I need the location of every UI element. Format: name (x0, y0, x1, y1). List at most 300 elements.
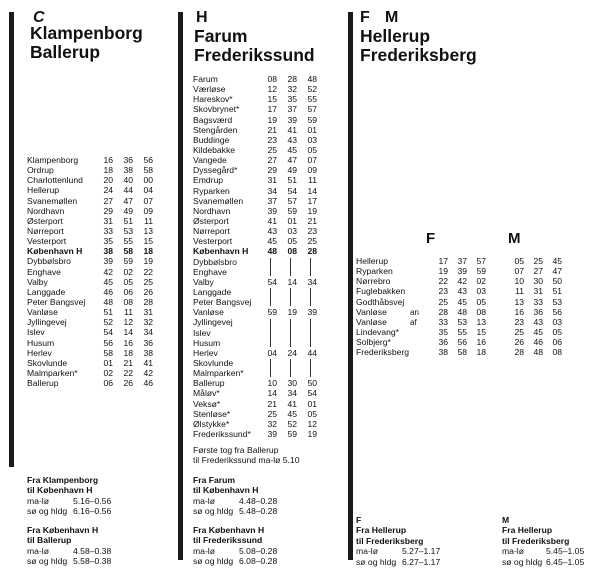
left-timetable-departure-time: 55 (123, 236, 133, 247)
left-timetable-row (27, 155, 177, 165)
middle-timetable-departure-time: 45 (287, 144, 297, 155)
middle-timetable-row (193, 317, 343, 327)
middle-timetable-station-name: Herlev (193, 347, 218, 358)
right-timetable-m-time: 26 (514, 337, 524, 348)
middle-timetable-station-name: Islev (193, 327, 211, 338)
right-timetable-f-time: 25 (438, 296, 448, 307)
left-timetable-departure-time: 47 (123, 195, 133, 206)
left-timetable-departure-time: 48 (103, 296, 113, 307)
middle-timetable-departure-time: 07 (307, 155, 317, 166)
left-timetable-departure-time: 06 (103, 378, 113, 389)
right-info-f-title-2: til Frederiksberg (356, 535, 424, 546)
middle-column-bar (178, 12, 183, 560)
middle-timetable-row (193, 135, 343, 145)
middle-timetable-departure-time: 45 (267, 236, 277, 247)
middle-timetable-row (193, 429, 343, 439)
left-timetable-departure-time: 52 (103, 317, 113, 328)
right-timetable-f-time: 22 (438, 276, 448, 287)
middle-timetable-row (193, 358, 343, 368)
left-timetable-departure-time: 13 (143, 225, 153, 236)
right-info-f-row-1-label: ma-lø (356, 546, 378, 557)
middle-timetable-row (193, 267, 343, 277)
right-timetable-f-time: 39 (457, 266, 467, 277)
right-timetable-station-name: Lindevang* (356, 326, 400, 337)
middle-timetable-departure-time: 19 (307, 205, 317, 216)
middle-timetable-departure-time: 34 (307, 276, 317, 287)
middle-timetable-row (193, 378, 343, 388)
left-timetable-station-name: Hellerup (27, 185, 60, 196)
middle-timetable-station-name: Vesterport (193, 236, 233, 247)
middle-timetable-station-name: Måløv* (193, 388, 220, 399)
right-info-m-row-1-value: 5.45–1.05 (546, 546, 585, 557)
middle-timetable-departure-time: 21 (307, 215, 317, 226)
right-timetable-m-time: 03 (552, 316, 562, 327)
middle-timetable-departure-time: 50 (307, 378, 317, 389)
left-timetable-row (27, 327, 177, 337)
left-timetable-departure-time: 16 (103, 155, 113, 165)
left-timetable-station-name: Jyllingevej (27, 317, 67, 328)
left-timetable-station-name: Klampenborg (27, 155, 79, 165)
middle-timetable-departure-time: 12 (307, 418, 317, 429)
left-timetable-station-name: Charlottenlund (27, 175, 83, 186)
middle-timetable-departure-time: 25 (267, 144, 277, 155)
middle-timetable-row (193, 409, 343, 419)
middle-timetable-station-name: Jyllingevej (193, 317, 233, 328)
right-timetable-f-time: 23 (438, 286, 448, 297)
middle-info-1-row-1-label: ma-lø (193, 495, 215, 506)
left-title-2: Ballerup (30, 42, 101, 62)
middle-info-2-row-2-value: 6.08–0.28 (239, 556, 278, 567)
middle-timetable-departure-time: 28 (287, 74, 297, 84)
left-timetable-row (27, 165, 177, 175)
middle-timetable-pass-line (310, 319, 311, 347)
right-timetable-f-time: 03 (476, 286, 486, 297)
middle-timetable-row (193, 226, 343, 236)
right-timetable-row (356, 266, 596, 276)
middle-timetable-departure-time: 59 (307, 114, 317, 125)
middle-timetable-pass-line (310, 359, 311, 377)
left-timetable-departure-time: 38 (103, 246, 113, 257)
left-timetable-station-name: Vanløse (27, 307, 58, 318)
middle-timetable-row (193, 74, 343, 84)
middle-timetable-pass-line (290, 359, 291, 377)
right-info-f-row-2-value: 6.27–1.17 (402, 556, 441, 567)
right-timetable-row (356, 317, 596, 327)
left-info-2-row-2-value: 5.58–0.38 (73, 556, 112, 567)
right-title-2: Frederiksberg (360, 45, 477, 65)
middle-info-1-title-2: til København H (193, 485, 259, 496)
middle-info-1-row-2-value: 5.48–0.28 (239, 506, 278, 517)
middle-timetable-departure-time: 01 (307, 124, 317, 135)
right-timetable-m-time: 36 (533, 306, 543, 317)
middle-timetable-departure-time: 28 (307, 246, 317, 257)
right-timetable-f-time: 43 (457, 286, 467, 297)
middle-timetable-row (193, 196, 343, 206)
left-timetable-departure-time: 58 (103, 347, 113, 358)
left-timetable-departure-time: 56 (103, 337, 113, 348)
middle-timetable-station-name: Peter Bangsvej (193, 297, 252, 308)
left-timetable-departure-time: 41 (143, 357, 153, 368)
left-timetable-departure-time: 36 (143, 337, 153, 348)
left-column-bar (9, 12, 14, 467)
middle-timetable-station-name: Værløse (193, 84, 226, 95)
middle-timetable-pass-line (270, 319, 271, 347)
right-timetable-f-time: 42 (457, 276, 467, 287)
middle-timetable-station-name: Kildebakke (193, 144, 236, 155)
left-timetable-departure-time: 08 (123, 296, 133, 307)
right-timetable-m-time: 16 (514, 306, 524, 317)
right-info-m (502, 515, 584, 567)
left-timetable-departure-time: 12 (123, 317, 133, 328)
middle-timetable-station-name: Veksø* (193, 398, 221, 409)
left-timetable-row (27, 216, 177, 226)
middle-info-2 (193, 525, 277, 567)
right-timetable-f-time: 36 (438, 337, 448, 348)
middle-timetable-station-name: Skovbrynet* (193, 104, 240, 115)
left-timetable-station-name: Østerport (27, 215, 63, 226)
middle-title-2: Frederikssund (194, 45, 315, 65)
left-line-letter: C (33, 9, 45, 26)
left-timetable-departure-time: 01 (103, 357, 113, 368)
right-timetable-f-time: 02 (476, 276, 486, 287)
middle-timetable-row (193, 155, 343, 165)
middle-title-1: Farum (194, 26, 248, 46)
right-timetable-f-time: 57 (476, 256, 486, 266)
right-timetable-m-time: 50 (552, 276, 562, 287)
middle-timetable-row (193, 236, 343, 246)
right-title-1: Hellerup (360, 26, 431, 46)
middle-note (193, 445, 300, 466)
middle-timetable-pass-line (270, 359, 271, 377)
right-line-letter-m: M (385, 9, 399, 26)
middle-timetable-station-name: København H (193, 246, 249, 257)
left-timetable-departure-time: 42 (143, 367, 153, 378)
middle-timetable-departure-time: 05 (307, 144, 317, 155)
right-timetable-m-time: 46 (533, 337, 543, 348)
middle-info-2-title-1: Fra København H (193, 525, 265, 535)
middle-timetable-row (193, 165, 343, 175)
right-timetable-station-name: Fuglebakken (356, 286, 406, 297)
middle-timetable-departure-time: 25 (307, 236, 317, 247)
right-column-bar (348, 12, 353, 560)
right-col-head-f: F (426, 230, 436, 247)
middle-timetable-station-name: Ryparken (193, 185, 230, 196)
left-timetable-row (27, 358, 177, 368)
middle-timetable-departure-time: 59 (287, 428, 297, 439)
middle-timetable-departure-time: 31 (267, 175, 277, 186)
right-info-f-letter: F (356, 515, 362, 525)
right-timetable-m-time: 43 (533, 316, 543, 327)
right-timetable-f-time: 37 (457, 256, 467, 266)
middle-timetable-departure-time: 01 (307, 398, 317, 409)
left-timetable-departure-time: 54 (103, 327, 113, 338)
middle-timetable-station-name: Bagsværd (193, 114, 233, 125)
middle-note-line-2: til Frederikssund ma-lø 5.10 (193, 455, 300, 466)
middle-info-2-row-2-label: sø og hldg (193, 556, 234, 567)
right-timetable-m-time: 13 (514, 296, 524, 307)
middle-timetable-departure-time: 54 (267, 276, 277, 287)
middle-timetable-departure-time: 37 (287, 104, 297, 115)
left-timetable-departure-time: 51 (123, 215, 133, 226)
left-title-1: Klampenborg (30, 23, 143, 43)
middle-timetable-departure-time: 57 (307, 104, 317, 115)
middle-info-2-row-1-value: 5.08–0.28 (239, 545, 278, 556)
middle-timetable-row (193, 115, 343, 125)
left-timetable-row (27, 206, 177, 216)
right-timetable-m-time: 33 (533, 296, 543, 307)
middle-timetable-departure-time: 14 (267, 388, 277, 399)
middle-timetable-station-name: Stenløse* (193, 408, 231, 419)
left-timetable-departure-time: 29 (103, 205, 113, 216)
middle-timetable-station-name: Dybbølsbro (193, 256, 237, 267)
right-info-m-letter: M (502, 515, 510, 525)
right-timetable-f-time: 35 (438, 326, 448, 337)
right-timetable-f-time: 19 (438, 266, 448, 277)
left-timetable-row (27, 378, 177, 388)
right-timetable-f-time: 48 (457, 306, 467, 317)
left-timetable-departure-time: 38 (143, 347, 153, 358)
middle-timetable-station-name: Husum (193, 337, 221, 348)
left-info-1 (27, 475, 111, 517)
middle-info-2-row-1-label: ma-lø (193, 545, 215, 556)
middle-timetable-departure-time: 14 (307, 185, 317, 196)
left-timetable-departure-time: 07 (143, 195, 153, 206)
middle-info-1-row-2-label: sø og hldg (193, 506, 234, 517)
left-timetable-row (27, 267, 177, 277)
middle-timetable-departure-time: 47 (287, 155, 297, 166)
right-timetable-station-name: Frederiksberg (356, 347, 410, 358)
left-timetable-row (27, 307, 177, 317)
middle-timetable-departure-time: 08 (287, 246, 297, 257)
middle-timetable-station-name: Nørreport (193, 226, 230, 237)
middle-timetable-departure-time: 43 (287, 134, 297, 145)
right-timetable-f-time: 18 (476, 347, 486, 358)
middle-timetable-departure-time: 19 (287, 307, 297, 318)
middle-timetable-departure-time: 41 (287, 398, 297, 409)
left-timetable-departure-time: 46 (143, 378, 153, 389)
left-timetable-departure-time: 28 (143, 296, 153, 307)
middle-timetable-departure-time: 14 (287, 276, 297, 287)
left-timetable-departure-time: 22 (123, 367, 133, 378)
left-timetable-departure-time: 39 (103, 256, 113, 267)
middle-timetable-row (193, 186, 343, 196)
left-info-2-row-2-label: sø og hldg (27, 556, 68, 567)
middle-timetable-departure-time: 41 (287, 124, 297, 135)
middle-timetable-departure-time: 52 (307, 84, 317, 95)
left-info-1-row-2-label: sø og hldg (27, 506, 68, 517)
left-timetable-departure-time: 00 (143, 175, 153, 186)
left-info-2 (27, 525, 111, 567)
right-timetable-m-time: 48 (533, 347, 543, 358)
middle-timetable-departure-time: 23 (267, 134, 277, 145)
right-timetable-f-time: 56 (457, 337, 467, 348)
left-info-1-title-1: Fra Klampenborg (27, 475, 99, 485)
left-timetable-departure-time: 53 (123, 225, 133, 236)
left-timetable-departure-time: 15 (143, 236, 153, 247)
middle-info-1-title-1: Fra Farum (193, 475, 236, 485)
middle-timetable-row (193, 216, 343, 226)
left-timetable-station-name: Enghave (27, 266, 61, 277)
middle-timetable-row (193, 206, 343, 216)
left-timetable-station-name: Valby (27, 276, 48, 287)
middle-timetable-pass-line (290, 258, 291, 276)
middle-timetable-row (193, 419, 343, 429)
left-timetable-departure-time: 25 (143, 276, 153, 287)
left-timetable-row (27, 297, 177, 307)
right-info-m-row-2-value: 6.45–1.05 (546, 556, 585, 567)
middle-timetable-station-name: Frederikssund* (193, 428, 251, 439)
right-info-f (356, 515, 440, 567)
right-timetable-row (356, 337, 596, 347)
middle-timetable-station-name: Vangede (193, 155, 227, 166)
middle-timetable-station-name: Malmparken* (193, 368, 244, 379)
left-timetable-departure-time: 31 (103, 215, 113, 226)
left-timetable-row (27, 175, 177, 185)
middle-timetable-station-name: Dyssegård* (193, 165, 238, 176)
middle-timetable-departure-time: 21 (267, 124, 277, 135)
right-timetable-row (356, 297, 596, 307)
right-timetable-m-time: 27 (533, 266, 543, 277)
left-info-2-row-1-label: ma-lø (27, 545, 49, 556)
left-timetable-station-name: Husum (27, 337, 55, 348)
left-timetable-station-name: Peter Bangsvej (27, 296, 86, 307)
right-timetable-f-time: 33 (438, 316, 448, 327)
right-timetable-row (356, 256, 596, 266)
middle-timetable-departure-time: 19 (307, 428, 317, 439)
right-timetable-f-time: 16 (476, 337, 486, 348)
left-timetable-row (27, 196, 177, 206)
right-timetable-f-time: 17 (438, 256, 448, 266)
right-timetable-arrival-departure-mark: af (410, 317, 417, 327)
left-timetable-row (27, 277, 177, 287)
middle-timetable-departure-time: 19 (267, 114, 277, 125)
left-timetable-departure-time: 33 (103, 225, 113, 236)
left-timetable-row (27, 185, 177, 195)
left-timetable-departure-time: 19 (143, 256, 153, 267)
left-timetable-station-name: København H (27, 246, 83, 257)
middle-timetable-row (193, 145, 343, 155)
middle-timetable-departure-time: 24 (287, 347, 297, 358)
middle-timetable-station-name: Valby (193, 276, 214, 287)
middle-timetable-departure-time: 05 (287, 236, 297, 247)
middle-timetable-departure-time: 10 (267, 378, 277, 389)
right-timetable-m-time: 30 (533, 276, 543, 287)
middle-timetable-pass-line (310, 258, 311, 276)
right-timetable (356, 256, 596, 357)
right-timetable-f-time: 53 (457, 316, 467, 327)
middle-timetable-departure-time: 30 (287, 378, 297, 389)
left-timetable-departure-time: 18 (123, 347, 133, 358)
right-timetable-station-name: Vanløse (356, 306, 387, 317)
middle-timetable-departure-time: 35 (287, 94, 297, 105)
left-timetable-departure-time: 59 (123, 256, 133, 267)
right-timetable-m-time: 10 (514, 276, 524, 287)
right-info-m-title-2: til Frederiksberg (502, 535, 570, 546)
middle-timetable-departure-time: 39 (267, 428, 277, 439)
middle-timetable-station-name: Vanløse (193, 307, 224, 318)
middle-timetable-departure-time: 17 (267, 104, 277, 115)
right-timetable-f-time: 08 (476, 306, 486, 317)
middle-timetable-departure-time: 12 (267, 84, 277, 95)
middle-timetable-departure-time: 25 (267, 408, 277, 419)
right-timetable-m-time: 53 (552, 296, 562, 307)
right-timetable-m-time: 25 (514, 326, 524, 337)
right-info-m-row-1-label: ma-lø (502, 546, 524, 557)
middle-timetable-station-name: Skovlunde (193, 357, 234, 368)
right-timetable-m-time: 06 (552, 337, 562, 348)
middle-timetable-station-name: Buddinge (193, 134, 230, 145)
left-timetable-departure-time: 51 (103, 307, 113, 318)
left-timetable-departure-time: 49 (123, 205, 133, 216)
right-timetable-station-name: Vanløse (356, 316, 387, 327)
middle-info-1 (193, 475, 277, 517)
left-info-1-row-1-label: ma-lø (27, 495, 49, 506)
middle-timetable-station-name: Stengården (193, 124, 238, 135)
middle-timetable-row (193, 348, 343, 358)
middle-timetable-departure-time: 37 (267, 195, 277, 206)
left-timetable-station-name: Nordhavn (27, 205, 65, 216)
left-timetable-departure-time: 02 (103, 367, 113, 378)
middle-timetable-departure-time: 55 (307, 94, 317, 105)
right-timetable-m-time: 23 (514, 316, 524, 327)
middle-timetable-departure-time: 03 (307, 134, 317, 145)
right-timetable-row (356, 307, 596, 317)
middle-timetable-row (193, 328, 343, 338)
left-info-1-row-1-value: 5.16–0.56 (73, 495, 112, 506)
right-timetable-m-time: 08 (552, 347, 562, 358)
left-timetable-departure-time: 44 (123, 185, 133, 196)
middle-timetable-station-name: Emdrup (193, 175, 224, 186)
middle-timetable-departure-time: 44 (307, 347, 317, 358)
left-timetable-departure-time: 09 (143, 205, 153, 216)
right-timetable-m-time: 05 (514, 256, 524, 266)
left-timetable-departure-time: 31 (143, 307, 153, 318)
middle-timetable-row (193, 287, 343, 297)
middle-timetable-row (193, 307, 343, 317)
left-timetable-departure-time: 36 (123, 155, 133, 165)
right-timetable-station-name: Nørrebro (356, 276, 391, 287)
left-info-2-title-1: Fra København H (27, 525, 99, 535)
middle-timetable-departure-time: 32 (267, 418, 277, 429)
middle-timetable-row (193, 104, 343, 114)
right-timetable-arrival-departure-mark: an (410, 307, 419, 317)
left-timetable-departure-time: 14 (123, 327, 133, 338)
middle-timetable-station-name: Langgade (193, 286, 232, 297)
right-info-m-title-1: Fra Hellerup (502, 525, 553, 536)
middle-timetable-row (193, 125, 343, 135)
right-info-m-row-2-label: sø og hldg (502, 556, 543, 567)
right-col-head-m: M (508, 230, 521, 247)
left-timetable (27, 155, 177, 388)
middle-timetable-station-name: Østerport (193, 215, 229, 226)
middle-timetable-departure-time: 51 (287, 175, 297, 186)
left-timetable-station-name: Vesterport (27, 236, 67, 247)
left-timetable-row (27, 226, 177, 236)
middle-timetable-departure-time: 15 (267, 94, 277, 105)
middle-timetable-departure-time: 01 (287, 215, 297, 226)
right-timetable-m-time: 31 (533, 286, 543, 297)
middle-timetable-pass-line (270, 258, 271, 276)
left-timetable-departure-time: 32 (143, 317, 153, 328)
left-timetable-departure-time: 40 (123, 175, 133, 186)
right-timetable-f-time: 58 (457, 347, 467, 358)
right-timetable-m-time: 45 (552, 256, 562, 266)
left-timetable-station-name: Ordrup (27, 165, 54, 176)
middle-timetable-departure-time: 09 (307, 165, 317, 176)
left-timetable-departure-time: 16 (123, 337, 133, 348)
right-timetable-row (356, 347, 596, 357)
left-info-2-title-2: til Ballerup (27, 535, 72, 546)
